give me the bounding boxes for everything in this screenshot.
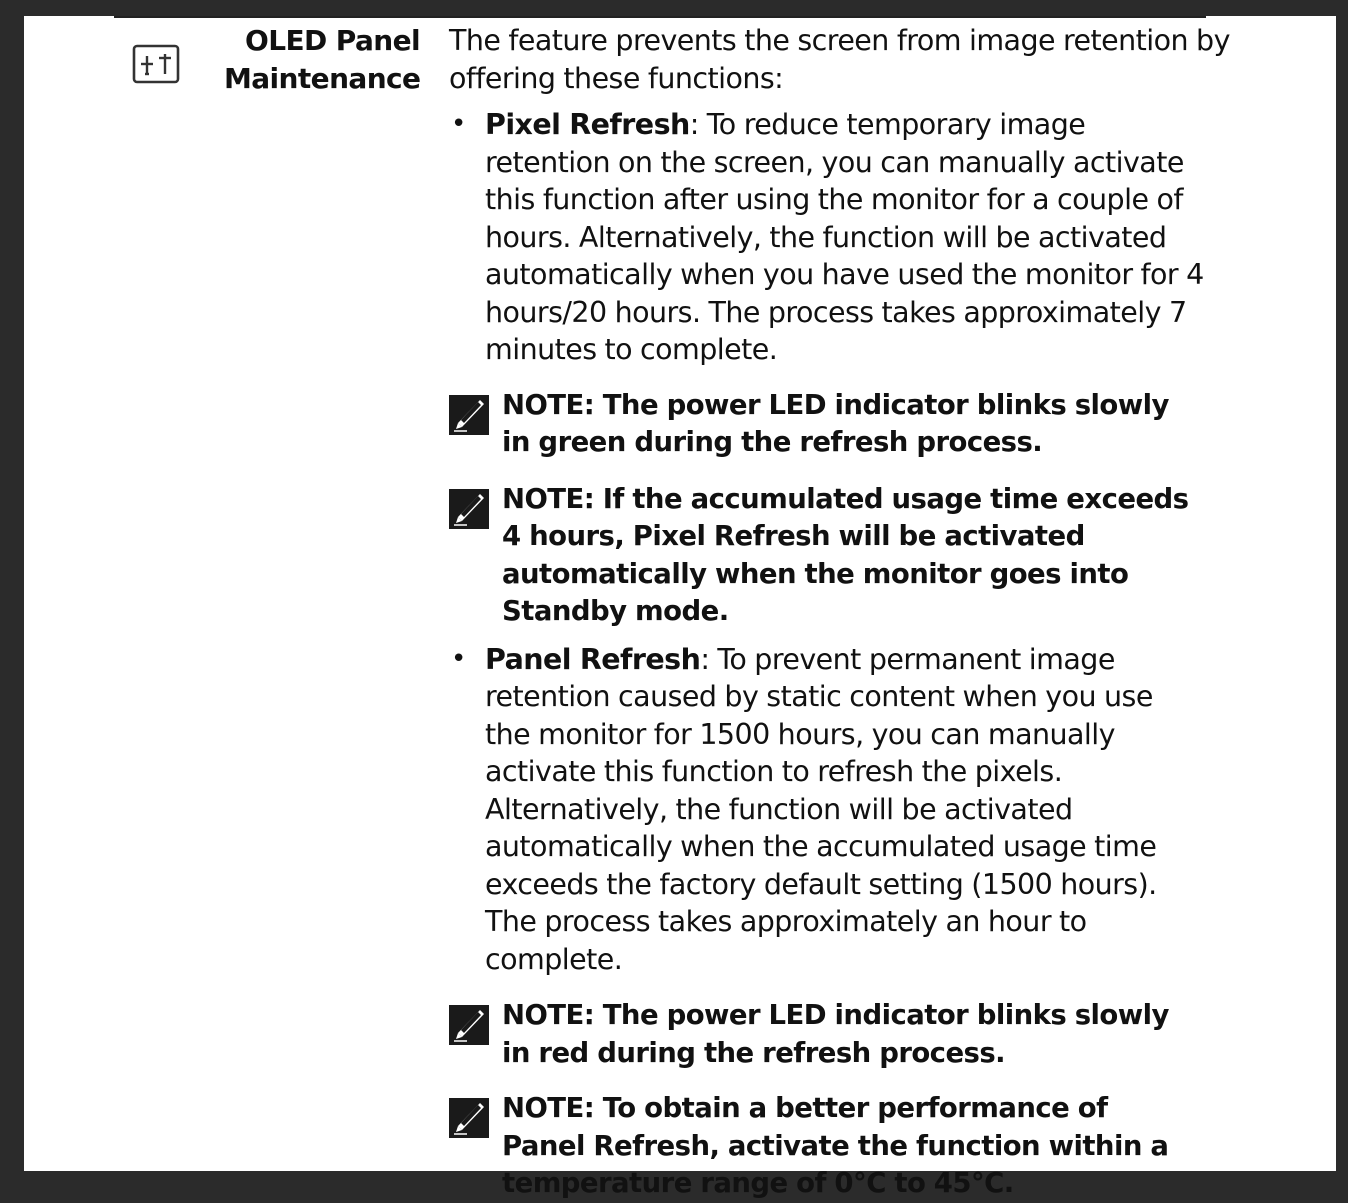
bullet-text: : To prevent permanent image retention caused by static content when you use the monitor for 1500 hours, you can manually activate this function to refresh the pixels. Alternatively, the function will be activated automatically when the accumulated usage time exceeds the factory default setting (1500 hours). The process takes approximately an hour to complete. bbox=[485, 642, 1157, 976]
bullet-pixel-refresh bbox=[449, 106, 1205, 369]
table-top-rule bbox=[114, 16, 1206, 18]
section-heading bbox=[224, 22, 420, 98]
note-temperature-range bbox=[449, 1090, 1192, 1203]
note-green-led bbox=[449, 387, 1192, 462]
bullet-text: : To reduce temporary image retention on the screen, you can manually activate this function after using the monitor for a couple of hours. Alternatively, the function will be activated automatically when you have used the monitor for 4 hours/20 hours. The process takes approximately 7 minutes to complete. bbox=[485, 108, 1204, 366]
menu-adjust-icon bbox=[132, 44, 180, 84]
note-pencil-icon bbox=[449, 489, 489, 529]
note-pencil-icon bbox=[449, 395, 489, 435]
note-text: NOTE: If the accumulated usage time exceeds 4 hours, Pixel Refresh will be activated automatically when the monitor goes into Standby mode. bbox=[502, 482, 1189, 627]
note-pencil-icon bbox=[449, 1005, 489, 1045]
note-text: NOTE: The power LED indicator blinks slowly in red during the refresh process. bbox=[502, 999, 1169, 1069]
bullet-marker: • bbox=[451, 643, 466, 674]
note-pencil-icon bbox=[449, 1098, 489, 1138]
section-title-line2: Maintenance bbox=[224, 62, 421, 95]
bullet-panel-refresh bbox=[449, 641, 1205, 979]
note-standby-activation bbox=[449, 481, 1192, 631]
intro-paragraph: The feature prevents the screen from image retention by offering these functions: bbox=[449, 24, 1230, 95]
section-title-line1: OLED Panel bbox=[245, 24, 420, 57]
document-page bbox=[24, 16, 1336, 1199]
section-content bbox=[449, 22, 1249, 1203]
note-text: NOTE: The power LED indicator blinks slowly in green during the refresh process. bbox=[502, 388, 1169, 458]
bullet-term: Panel Refresh bbox=[485, 642, 701, 676]
bullet-term: Pixel Refresh bbox=[485, 108, 690, 141]
note-red-led bbox=[449, 997, 1192, 1072]
bullet-marker: • bbox=[451, 109, 466, 139]
note-text: NOTE: To obtain a better performance of Panel Refresh, activate the function within a temperature range of 0°C to 45°C. bbox=[502, 1092, 1169, 1199]
